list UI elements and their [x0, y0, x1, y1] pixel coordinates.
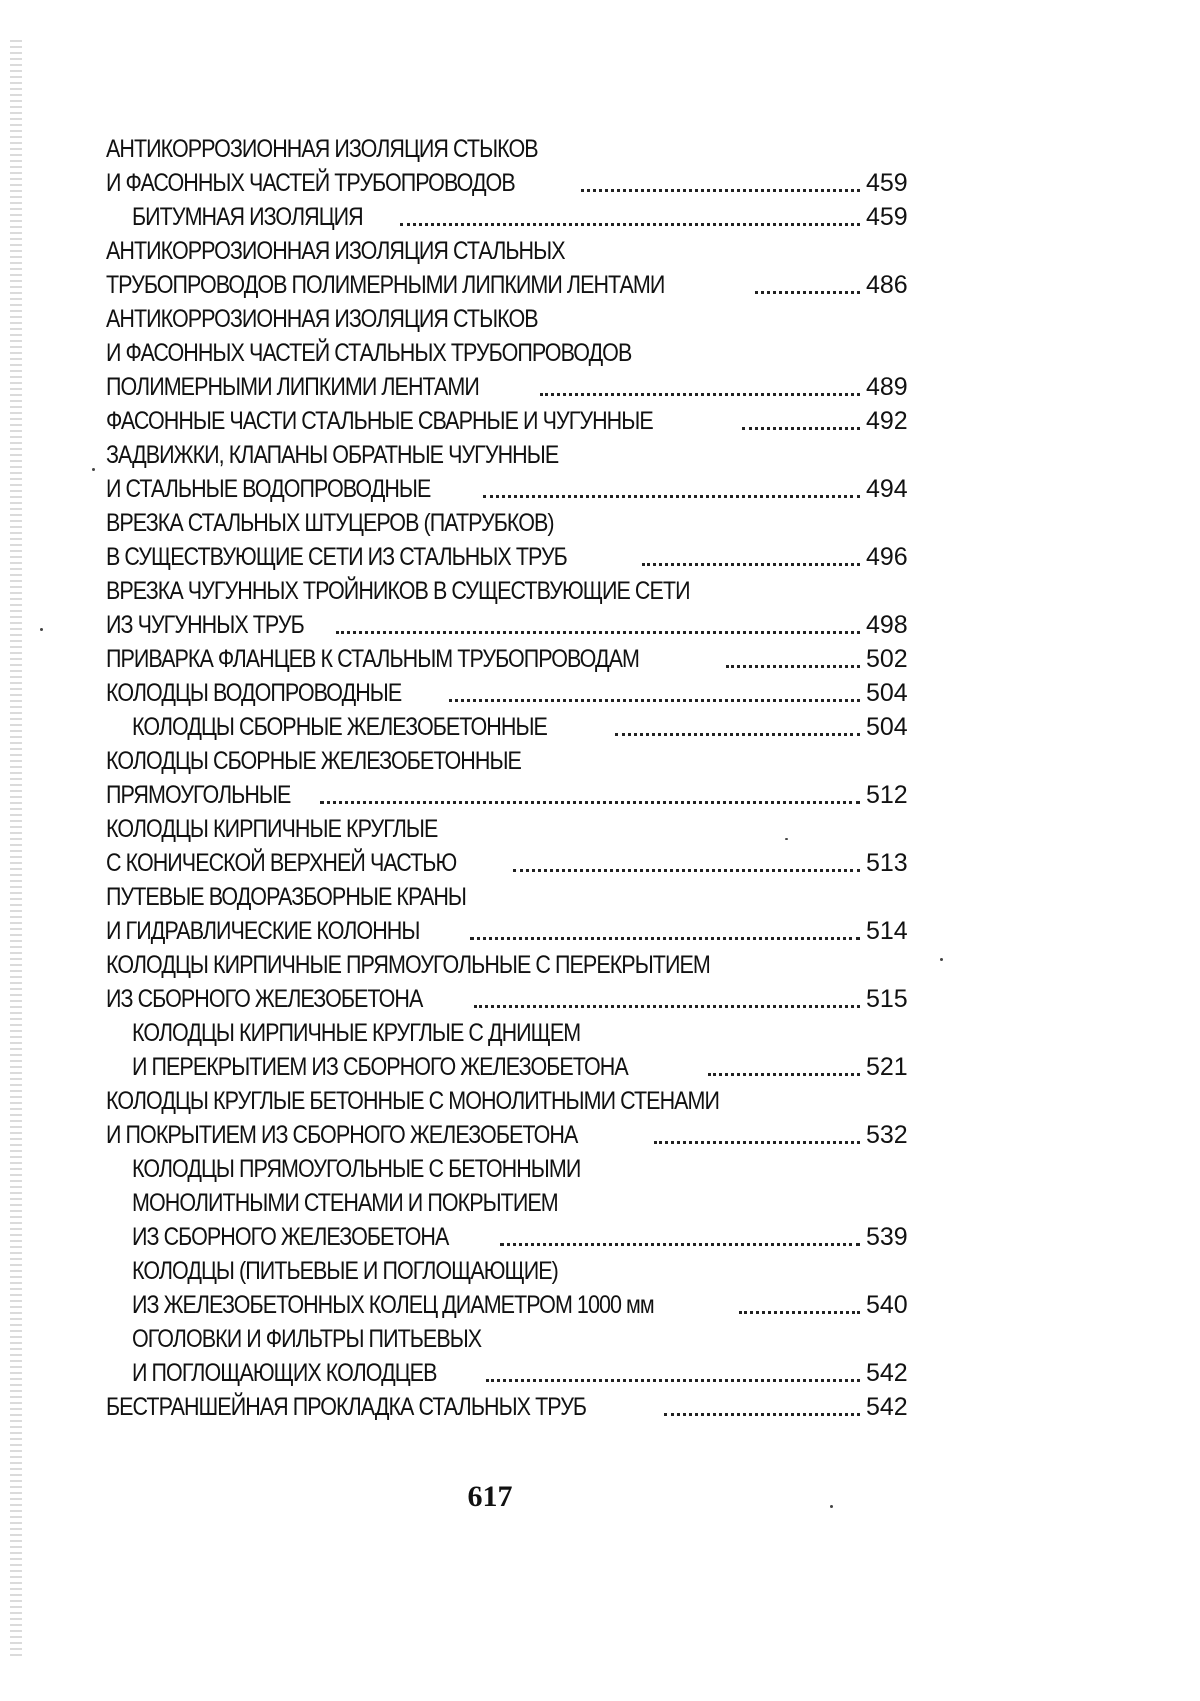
toc-entry-title: АНТИКОРРОЗИОННАЯ ИЗОЛЯЦИЯ СТАЛЬНЫХ [106, 237, 565, 265]
toc-entry-page: 542 [866, 1359, 908, 1387]
toc-entry-page: 504 [866, 679, 908, 707]
toc-entry-title: И ПОКРЫТИЕМ ИЗ СБОРНОГО ЖЕЛЕЗОБЕТОНА [106, 1121, 578, 1149]
toc-entry [106, 468, 906, 502]
toc-entry [106, 1284, 906, 1318]
toc-entry-title: ПРИВАРКА ФЛАНЦЕВ К СТАЛЬНЫМ ТРУБОПРОВОДАМ [106, 645, 639, 673]
toc-entry [106, 978, 906, 1012]
toc-entry-title: ИЗ ЧУГУННЫХ ТРУБ [106, 611, 304, 639]
toc-dot-leader [664, 1413, 860, 1416]
toc-entry-title: И ГИДРАВЛИЧЕСКИЕ КОЛОННЫ [106, 917, 420, 945]
toc-entry-title: ВРЕЗКА ЧУГУННЫХ ТРОЙНИКОВ В СУЩЕСТВУЮЩИЕ СЕТИ [106, 577, 690, 605]
toc-entry-title: КОЛОДЦЫ СБОРНЫЕ ЖЕЛЕЗОБЕТОННЫЕ [132, 713, 547, 741]
toc-entry [106, 774, 906, 808]
toc-entry-page: 492 [866, 407, 908, 435]
toc-entry [106, 842, 906, 876]
toc-entry-title: КОЛОДЦЫ (ПИТЬЕВЫЕ И ПОГЛОЩАЮЩИЕ) [132, 1257, 558, 1285]
toc-entry-title: ФАСОННЫЕ ЧАСТИ СТАЛЬНЫЕ СВАРНЫЕ И ЧУГУННЫЕ [106, 407, 653, 435]
toc-entry [106, 944, 906, 978]
toc-entry-title: КОЛОДЦЫ КИРПИЧНЫЕ КРУГЛЫЕ [106, 815, 438, 843]
toc-entry [106, 502, 906, 536]
toc-dot-leader [320, 801, 860, 804]
toc-entry [106, 1216, 906, 1250]
toc-entry-title: БЕСТРАНШЕЙНАЯ ПРОКЛАДКА СТАЛЬНЫХ ТРУБ [106, 1393, 587, 1421]
toc-entry [106, 196, 906, 230]
toc-entry [106, 128, 906, 162]
toc-entry [106, 910, 906, 944]
toc-entry-page: 515 [866, 985, 908, 1013]
toc-entry-title: ВРЕЗКА СТАЛЬНЫХ ШТУЦЕРОВ (ПАТРУБКОВ) [106, 509, 554, 537]
scan-speck [40, 628, 43, 631]
toc-entry-title: И ФАСОННЫХ ЧАСТЕЙ СТАЛЬНЫХ ТРУБОПРОВОДОВ [106, 339, 632, 367]
toc-entry [106, 162, 906, 196]
toc-entry-page: 539 [866, 1223, 908, 1251]
toc-entry-page: 486 [866, 271, 908, 299]
toc-entry [106, 1114, 906, 1148]
toc-entry-page: 514 [866, 917, 908, 945]
toc-entry-page: 459 [866, 203, 908, 231]
toc-entry [106, 536, 906, 570]
toc-entry-page: 532 [866, 1121, 908, 1149]
scan-speck [940, 958, 943, 961]
toc-entry [106, 570, 906, 604]
toc-entry-page: 494 [866, 475, 908, 503]
toc-entry [106, 1148, 906, 1182]
toc-entry [106, 672, 906, 706]
toc-entry-title: АНТИКОРРОЗИОННАЯ ИЗОЛЯЦИЯ СТЫКОВ [106, 305, 538, 333]
toc-entry-title: ИЗ ЖЕЛЕЗОБЕТОННЫХ КОЛЕЦ ДИАМЕТРОМ 1000 мм [132, 1291, 654, 1319]
toc-dot-leader [474, 1005, 860, 1008]
scan-speck [92, 468, 95, 471]
toc-dot-leader [449, 699, 860, 702]
toc-entry [106, 298, 906, 332]
toc-entry-title: И ФАСОННЫХ ЧАСТЕЙ ТРУБОПРОВОДОВ [106, 169, 515, 197]
toc-dot-leader [615, 733, 860, 736]
toc-entry [106, 1012, 906, 1046]
toc-entry-title: МОНОЛИТНЫМИ СТЕНАМИ И ПОКРЫТИЕМ [132, 1189, 558, 1217]
toc-dot-leader [642, 563, 860, 566]
toc-entry-title: ИЗ СБОРНОГО ЖЕЛЕЗОБЕТОНА [132, 1223, 449, 1251]
toc-entry-page: 513 [866, 849, 908, 877]
toc-entry [106, 230, 906, 264]
toc-entry [106, 740, 906, 774]
toc-entry-page: 542 [866, 1393, 908, 1421]
toc-entry-title: ЗАДВИЖКИ, КЛАПАНЫ ОБРАТНЫЕ ЧУГУННЫЕ [106, 441, 559, 469]
toc-entry-page: 512 [866, 781, 908, 809]
toc-entry [106, 1046, 906, 1080]
toc-entry-page: 459 [866, 169, 908, 197]
toc-entry-title: ТРУБОПРОВОДОВ ПОЛИМЕРНЫМИ ЛИПКИМИ ЛЕНТАМИ [106, 271, 665, 299]
toc-entry [106, 706, 906, 740]
toc-dot-leader [726, 665, 860, 668]
toc-entry-title: КОЛОДЦЫ КИРПИЧНЫЕ КРУГЛЫЕ С ДНИЩЕМ [132, 1019, 581, 1047]
toc-entry-page: 489 [866, 373, 908, 401]
toc-entry [106, 1250, 906, 1284]
toc-entry-title: КОЛОДЦЫ ВОДОПРОВОДНЫЕ [106, 679, 402, 707]
toc-dot-leader [336, 631, 860, 634]
toc-dot-leader [513, 869, 860, 872]
toc-entry-title: И ПЕРЕКРЫТИЕМ ИЗ СБОРНОГО ЖЕЛЕЗОБЕТОНА [132, 1053, 628, 1081]
toc-dot-leader [500, 1243, 860, 1246]
toc-dot-leader [654, 1141, 860, 1144]
toc-entry [106, 1318, 906, 1352]
table-of-contents [106, 128, 906, 1420]
toc-dot-leader [483, 495, 860, 498]
toc-entry [106, 1080, 906, 1114]
toc-entry-title: И ПОГЛОЩАЮЩИХ КОЛОДЦЕВ [132, 1359, 437, 1387]
toc-dot-leader [540, 393, 860, 396]
toc-entry [106, 264, 906, 298]
toc-entry-title: КОЛОДЦЫ СБОРНЫЕ ЖЕЛЕЗОБЕТОННЫЕ [106, 747, 521, 775]
toc-entry-title: ПРЯМОУГОЛЬНЫЕ [106, 781, 291, 809]
scan-binding-edge [10, 40, 22, 1660]
scan-speck [785, 838, 788, 840]
toc-entry-title: БИТУМНАЯ ИЗОЛЯЦИЯ [132, 203, 363, 231]
toc-dot-leader [486, 1379, 860, 1382]
page-number: 617 [467, 1480, 513, 1513]
toc-dot-leader [739, 1311, 860, 1314]
toc-entry-title: КОЛОДЦЫ ПРЯМОУГОЛЬНЫЕ С БЕТОННЫМИ [132, 1155, 581, 1183]
toc-entry [106, 332, 906, 366]
toc-entry-page: 498 [866, 611, 908, 639]
toc-entry [106, 400, 906, 434]
toc-entry-page: 496 [866, 543, 908, 571]
toc-entry-title: ОГОЛОВКИ И ФИЛЬТРЫ ПИТЬЕВЫХ [132, 1325, 482, 1353]
scan-speck [830, 1505, 833, 1508]
toc-entry-page: 521 [866, 1053, 908, 1081]
toc-entry-title: С КОНИЧЕСКОЙ ВЕРХНЕЙ ЧАСТЬЮ [106, 849, 457, 877]
toc-dot-leader [755, 291, 860, 294]
toc-entry-page: 502 [866, 645, 908, 673]
toc-entry [106, 366, 906, 400]
toc-dot-leader [708, 1073, 860, 1076]
toc-entry [106, 638, 906, 672]
toc-entry-title: И СТАЛЬНЫЕ ВОДОПРОВОДНЫЕ [106, 475, 431, 503]
toc-dot-leader [742, 427, 860, 430]
toc-entry-title: КОЛОДЦЫ КИРПИЧНЫЕ ПРЯМОУГОЛЬНЫЕ С ПЕРЕКРЫТИЕМ [106, 951, 710, 979]
toc-entry-title: ПУТЕВЫЕ ВОДОРАЗБОРНЫЕ КРАНЫ [106, 883, 467, 911]
toc-entry-title: КОЛОДЦЫ КРУГЛЫЕ БЕТОННЫЕ С МОНОЛИТНЫМИ СТЕНАМИ [106, 1087, 720, 1115]
toc-entry-page: 504 [866, 713, 908, 741]
toc-entry-page: 540 [866, 1291, 908, 1319]
toc-entry-title: ИЗ СБОРНОГО ЖЕЛЕЗОБЕТОНА [106, 985, 423, 1013]
toc-entry-title: ПОЛИМЕРНЫМИ ЛИПКИМИ ЛЕНТАМИ [106, 373, 479, 401]
toc-entry [106, 1386, 906, 1420]
toc-entry [106, 434, 906, 468]
toc-entry [106, 604, 906, 638]
toc-entry [106, 1352, 906, 1386]
toc-entry-title: В СУЩЕСТВУЮЩИЕ СЕТИ ИЗ СТАЛЬНЫХ ТРУБ [106, 543, 567, 571]
toc-dot-leader [581, 189, 860, 192]
toc-dot-leader [400, 223, 860, 226]
toc-entry [106, 876, 906, 910]
toc-dot-leader [470, 937, 860, 940]
toc-entry-title: АНТИКОРРОЗИОННАЯ ИЗОЛЯЦИЯ СТЫКОВ [106, 135, 538, 163]
toc-entry [106, 808, 906, 842]
toc-entry [106, 1182, 906, 1216]
